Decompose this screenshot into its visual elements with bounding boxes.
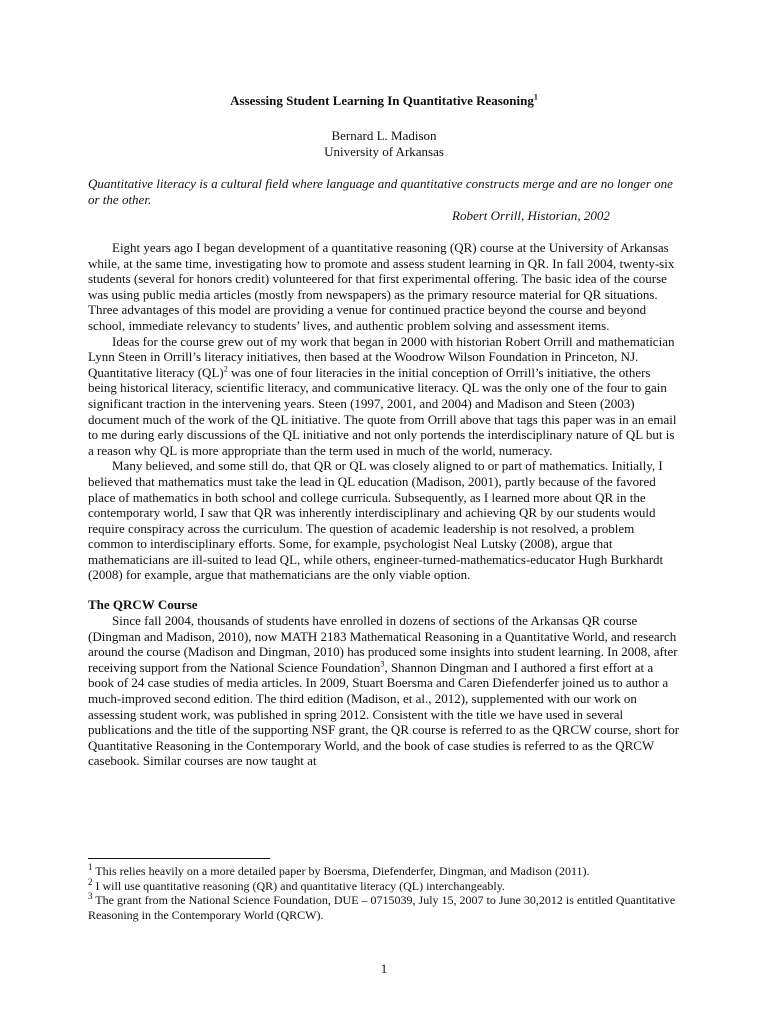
footnote-1-text: This relies heavily on a more detailed paper by Boersma, Diefenderfer, Dingman, and Madison (2011). [92, 864, 590, 878]
paragraph-4-text-b: , Shannon Dingman and I authored a first effort at a book of 24 case studies of media articles. In 2009, Stuart Boersma and Caren Diefenderfer joined us to author a much-improved second edition. The third edition (Madison, et al., 2012), supplemented with our work on assessing student work, was published in spring 2012. Consistent with the title we have used in several publications and the title of the supporting NSF grant, the QR course is referred to as the QRCW course, short for Quantitative Reasoning in the Contemporary World, and the book of case studies is referred to as the QRCW casebook. Similar courses are now taught at [88, 659, 680, 769]
epigraph-quote: Quantitative literacy is a cultural field where language and quantitative constructs merge and are no longer one or the other. [88, 176, 673, 207]
paragraph-4-text-a: Since fall 2004, thousands of students have enrolled in dozens of sections of the Arkansas QR course (Dingman and Madison, 2010), now MATH 2183 Mathematical Reasoning in a Quantitative World, and research around the course (Madison and Dingman, 2010) has produced some insights into student learning. In 2008, after receiving support from the National Science Foundation [88, 613, 678, 675]
paragraph-2 [88, 334, 682, 459]
paragraph-2-text-b: was one of four literacies in the initial conception of Orrill’s initiative, the others being historical literacy, scientific literacy, and communicative literacy. QL was the only one of the four to gain significant traction in the intervening years. Steen (1997, 2001, and 2004) and Madison and Steen (2003) document much of the work of the QL initiative. The quote from Orrill above that tags this paper was in an email to me during early discussions of the QL initiative and not only portends the interdisciplinary nature of QL but is a reason why QL is more appropriate than the term used in much of the world, numeracy. [88, 364, 677, 458]
author-affiliation: University of Arkansas [324, 144, 444, 159]
footnote-3-mark: 3 [88, 891, 93, 901]
body-text [88, 240, 682, 769]
paper-title-text: Assessing Student Learning In Quantitative Reasoning [230, 93, 534, 108]
paragraph-3: Many believed, and some still do, that QR or QL was closely aligned to or part of mathematics. Initially, I believed that mathematics must take the lead in QL education (Madison, 2001), partly because of the favored place of mathematics in both school and college curricula. Subsequently, as I learned more about QR in the contemporary world, I saw that QR was inherently interdisciplinary and achieving QR by our students would require conspiracy across the curriculum. The question of academic leadership is not resolved, a problem common to interdisciplinary efforts. Some, for example, psychologist Neal Lutsky (2008), argue that mathematicians are ill-suited to lead QL, while others, engineer-turned-mathematics-educator Hugh Burkhardt (2008) for example, argue that mathematicians are the only viable option. [88, 458, 664, 583]
author-name: Bernard L. Madison [331, 128, 437, 143]
paragraph-2-text-a: Ideas for the course grew out of my work that began in 2000 with historian Robert Orrill and mathematician Lynn Steen in Orrill’s literacy initiatives, then based at the Woodrow Wilson Foundation in Princeton, NJ. Quantitative literacy (QL) [88, 333, 675, 380]
footnote-2-mark: 2 [88, 876, 93, 887]
footnote-divider [88, 858, 270, 859]
footnote-3-text: The grant from the National Science Foundation, DUE – 0715039, July 15, 2007 to June 30,2012 is entitled Quantitative Reasoning in the Contemporary World (QRCW). [88, 893, 676, 922]
footnotes [88, 864, 682, 922]
page-number: 1 [380, 961, 388, 976]
footnote-2-text: I will use quantitative reasoning (QR) and quantitative literacy (QL) interchangeably. [92, 878, 505, 893]
footnote-ref-2: 2 [223, 364, 228, 374]
footnote-1 [88, 864, 682, 879]
section-heading: The QRCW Course [88, 597, 198, 613]
author-block [0, 128, 768, 160]
epigraph-attribution: Robert Orrill, Historian, 2002 [452, 208, 610, 223]
footnote-1-mark: 1 [88, 862, 93, 872]
footnote-3 [88, 893, 682, 922]
footnote-ref-3: 3 [380, 659, 385, 669]
paper-title [0, 93, 768, 109]
paragraph-1: Eight years ago I began development of a quantitative reasoning (QR) course at the University of Arkansas while, at the same time, investigating how to promote and assess student learning in QR. In fall 2004, twenty-six students (several for honors credit) volunteered for that first experimental offering. The basic idea of the course was using public media articles (mostly from newspapers) as the primary resource material for QR situations. Three advantages of this model are providing a venue for continued practice beyond the course and beyond school, immediate relevancy to students’ lives, and authentic problem solving and assessment items. [88, 240, 675, 333]
paragraph-4 [88, 613, 682, 769]
footnote-2 [88, 876, 682, 894]
title-footnote-mark: 1 [533, 92, 538, 102]
